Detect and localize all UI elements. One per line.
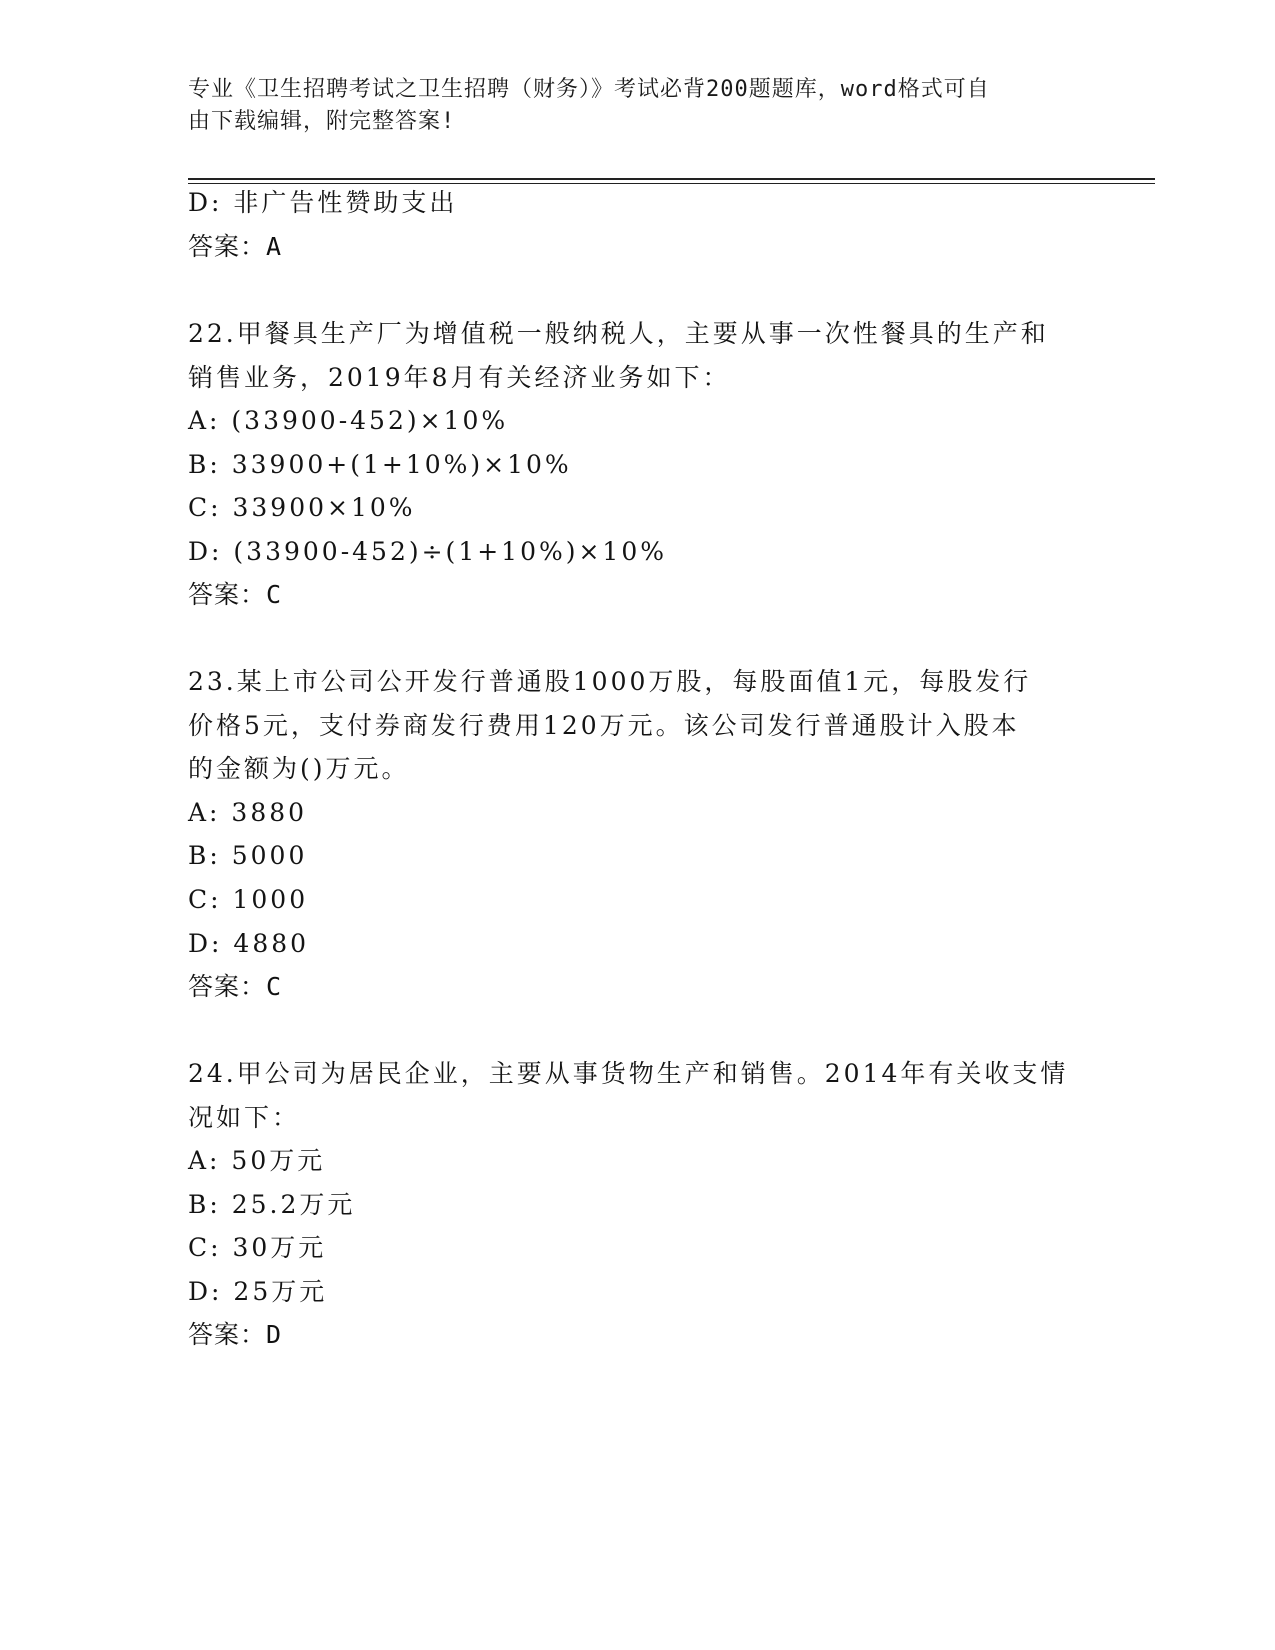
q23-stem-line-2: 价格5元，支付券商发行费用120万元。该公司发行普通股计入股本 <box>188 711 1020 740</box>
q22-option-a: A: (33900-452)×10% <box>188 406 509 435</box>
q23-option-c: C: 1000 <box>188 885 309 914</box>
q22-option-b: B: 33900+(1+10%)×10% <box>188 450 572 479</box>
q23-option-d: D: 4880 <box>188 929 310 958</box>
q22-option-c: C: 33900×10% <box>188 493 416 522</box>
q24-stem-line-1: 24.甲公司为居民企业，主要从事货物生产和销售。2014年有关收支情 <box>188 1059 1069 1088</box>
q23-stem-line-1: 23.某上市公司公开发行普通股1000万股，每股面值1元，每股发行 <box>188 667 1032 696</box>
q21-option-d: D: 非广告性赞助支出 <box>188 188 458 217</box>
document-header <box>188 74 1068 138</box>
header-divider-thick <box>188 178 1155 180</box>
q24-option-a: A: 50万元 <box>188 1146 326 1175</box>
q24-option-c: C: 30万元 <box>188 1233 327 1262</box>
q22-answer: 答案：C <box>188 580 283 609</box>
q24-option-b: B: 25.2万元 <box>188 1190 356 1219</box>
q24-stem-line-2: 况如下： <box>188 1103 301 1132</box>
q24-option-d: D: 25万元 <box>188 1277 328 1306</box>
q22-stem-line-1: 22.甲餐具生产厂为增值税一般纳税人，主要从事一次性餐具的生产和 <box>188 319 1049 348</box>
q23-option-a: A: 3880 <box>188 798 308 827</box>
q23-answer: 答案：C <box>188 972 283 1001</box>
q22-stem-line-2: 销售业务，2019年8月有关经济业务如下： <box>188 363 731 392</box>
q22-option-d: D: (33900-452)÷(1+10%)×10% <box>188 537 668 566</box>
header-line-2: 由下载编辑，附完整答案! <box>188 109 456 134</box>
q23-option-b: B: 5000 <box>188 841 308 870</box>
q24-answer: 答案：D <box>188 1320 283 1349</box>
header-divider-thin <box>188 183 1155 184</box>
q21-answer: 答案：A <box>188 232 283 261</box>
q23-stem-line-3: 的金额为()万元。 <box>188 754 410 783</box>
header-line-1: 专业《卫生招聘考试之卫生招聘（财务）》考试必背200题题库，word格式可自 <box>188 77 990 102</box>
